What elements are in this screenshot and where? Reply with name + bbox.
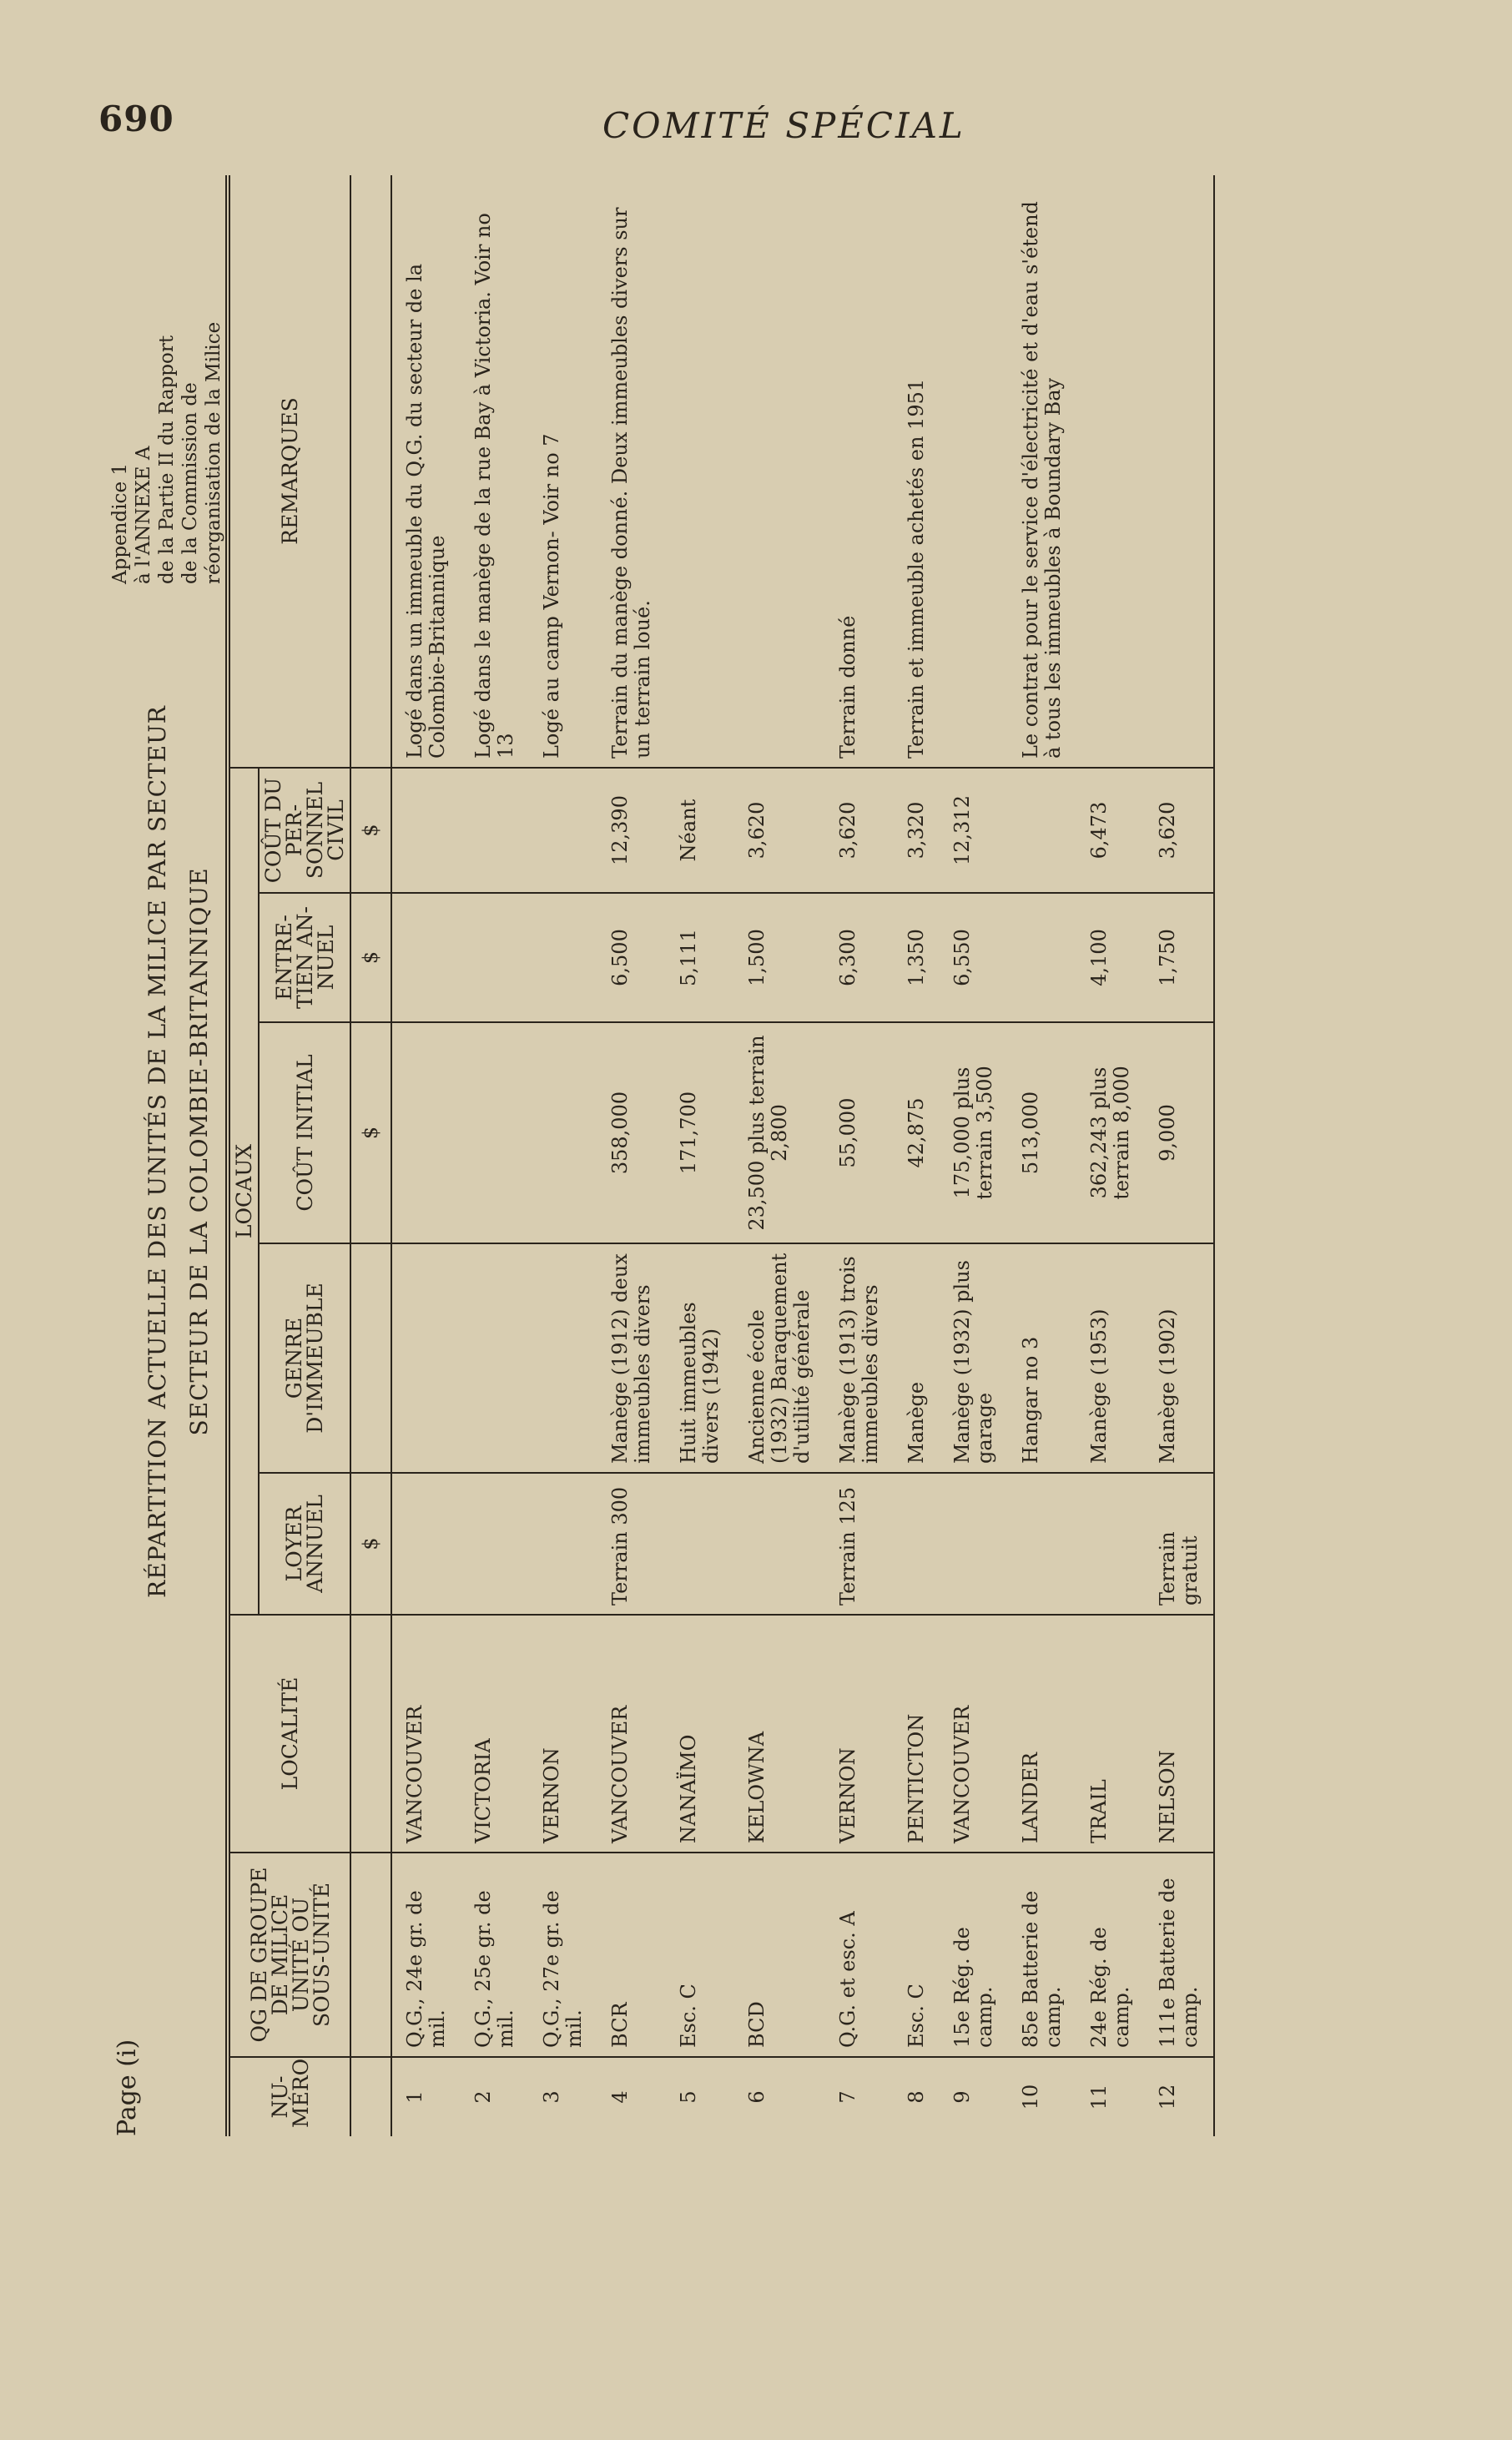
remarks [1145, 175, 1214, 768]
row-number: 4 [608, 2090, 632, 2104]
unit-name: Esc. C [666, 1853, 734, 2057]
building-type: Manège (1953) [1076, 1243, 1145, 1473]
building-type [391, 1243, 461, 1473]
table-row [391, 175, 461, 2136]
annual-rent: Terrain 300 [597, 1473, 666, 1615]
civil-staff-cost: Néant [666, 768, 734, 893]
table-row [734, 175, 825, 2136]
page-reference: Page (i) [113, 2039, 142, 2136]
header-loyer: LOYER ANNUEL [259, 1473, 350, 1615]
annual-rent [734, 1473, 825, 1615]
remarks [1076, 175, 1145, 768]
units-row [350, 175, 391, 2136]
table-title: RÉPARTITION ACTUELLE DES UNITÉS DE LA MILICE PAR SECTEUR [144, 705, 171, 1598]
row-number: 8 [905, 2090, 928, 2104]
running-title: COMITÉ SPÉCIAL [602, 105, 965, 146]
row-number: 3 [540, 2090, 563, 2104]
annual-rent [529, 1473, 597, 1615]
initial-cost: 358,000 [597, 1022, 666, 1243]
annual-rent [666, 1473, 734, 1615]
remarks: Logé dans le manège de la rue Bay à Victoria. Voir no 13 [461, 175, 529, 768]
annual-rent: Terrain 125 [825, 1473, 894, 1615]
remarks: Terrain donné [825, 175, 894, 768]
initial-cost [391, 1022, 461, 1243]
row-number: 1 [403, 2090, 426, 2104]
building-type: Ancienne école (1932) Baraquement d'utilité générale [734, 1243, 825, 1473]
annual-maintenance: 1,500 [734, 893, 825, 1022]
annual-maintenance: 6,550 [940, 893, 1008, 1022]
remarks: Le contrat pour le service d'électricité et d'eau s'étend à tous les immeubles à Boundary Bay [1008, 175, 1076, 768]
header-entretien: ENTRE-TIEN AN-NUEL [259, 893, 350, 1022]
remarks: Logé dans un immeuble du Q.G. du secteur de la Colombie-Britannique [391, 175, 461, 768]
unit-name: 85e Batterie de camp. [1008, 1853, 1076, 2057]
initial-cost: 23,500 plus terrain 2,800 [734, 1022, 825, 1243]
building-type: Manège (1902) [1145, 1243, 1214, 1473]
appendix-line: de la Partie II du Rapport [156, 335, 178, 584]
initial-cost: 42,875 [894, 1022, 940, 1243]
locality: VERNON [529, 1615, 597, 1853]
remarks: Terrain du manège donné. Deux immeubles divers sur un terrain loué. [597, 175, 666, 768]
table-row [894, 175, 940, 2136]
remarks: Terrain et immeuble achetés en 1951 [894, 175, 940, 768]
initial-cost: 171,700 [666, 1022, 734, 1243]
civil-staff-cost [461, 768, 529, 893]
header-cout-initial: COÛT INITIAL [259, 1022, 350, 1243]
table-row [597, 175, 666, 2136]
unit-name: 24e Rég. de camp. [1076, 1853, 1145, 2057]
unit-name: Q.G., 27e gr. de mil. [529, 1853, 597, 2057]
header-numero: NU-MÉRO [228, 2057, 350, 2136]
annual-maintenance [461, 893, 529, 1022]
annual-rent [461, 1473, 529, 1615]
annual-maintenance: 6,300 [825, 893, 894, 1022]
row-number: 11 [1087, 2084, 1111, 2110]
appendix-line: réorganisation de la Milice [203, 321, 224, 584]
appendix-line: à l'ANNEXE A [133, 446, 154, 584]
row-number: 10 [1019, 2084, 1042, 2110]
annual-rent [894, 1473, 940, 1615]
row-number: 5 [677, 2090, 700, 2104]
table-row [529, 175, 597, 2136]
remarks [734, 175, 825, 768]
building-type: Manège (1912) deux immeubles divers [597, 1243, 666, 1473]
locality: LANDER [1008, 1615, 1076, 1853]
unit-dollar: $ [350, 1022, 391, 1243]
row-number: 6 [745, 2090, 769, 2104]
row-number: 9 [950, 2090, 974, 2104]
building-type [461, 1243, 529, 1473]
unit-name: 111e Batterie de camp. [1145, 1853, 1214, 2057]
unit-name: Q.G., 24e gr. de mil. [391, 1853, 461, 2057]
initial-cost [529, 1022, 597, 1243]
initial-cost: 513,000 [1008, 1022, 1076, 1243]
header-cout-personnel: COÛT DU PER-SONNEL CIVIL [259, 768, 350, 893]
annual-maintenance: 1,750 [1145, 893, 1214, 1022]
annual-maintenance [391, 893, 461, 1022]
annual-rent [1076, 1473, 1145, 1615]
row-number: 2 [471, 2090, 495, 2104]
initial-cost [461, 1022, 529, 1243]
building-type: Manège (1913) trois immeubles divers [825, 1243, 894, 1473]
annual-maintenance [1008, 893, 1076, 1022]
locality: TRAIL [1076, 1615, 1145, 1853]
locality: KELOWNA [734, 1615, 825, 1853]
locality: VANCOUVER [940, 1615, 1008, 1853]
remarks: Logé au camp Vernon- Voir no 7 [529, 175, 597, 768]
table-row [940, 175, 1008, 2136]
locality: NANAÏMO [666, 1615, 734, 1853]
locality: VERNON [825, 1615, 894, 1853]
civil-staff-cost [529, 768, 597, 893]
building-type [529, 1243, 597, 1473]
annual-maintenance: 1,350 [894, 893, 940, 1022]
header-locaux: LOCAUX [228, 768, 259, 1615]
table-subtitle: SECTEUR DE LA COLOMBIE-BRITANNIQUE [185, 867, 213, 1436]
table-row [825, 175, 894, 2136]
initial-cost: 55,000 [825, 1022, 894, 1243]
annual-rent [940, 1473, 1008, 1615]
unit-dollar: $ [350, 1473, 391, 1615]
annual-rent [1008, 1473, 1076, 1615]
unit-dollar: $ [350, 768, 391, 893]
militia-table [225, 175, 1215, 2136]
header-genre: GENRE D'IMMEUBLE [259, 1243, 350, 1473]
unit-name: Q.G. et esc. A [825, 1853, 894, 2057]
annual-maintenance: 6,500 [597, 893, 666, 1022]
unit-name: 15e Rég. de camp. [940, 1853, 1008, 2057]
building-type: Manège (1932) plus garage [940, 1243, 1008, 1473]
locality: NELSON [1145, 1615, 1214, 1853]
table-row [1008, 175, 1076, 2136]
unit-dollar: $ [350, 893, 391, 1022]
annual-maintenance: 5,111 [666, 893, 734, 1022]
table-body [350, 175, 1214, 2136]
civil-staff-cost: 12,312 [940, 768, 1008, 893]
initial-cost: 9,000 [1145, 1022, 1214, 1243]
row-number: 7 [836, 2090, 859, 2104]
annual-rent [391, 1473, 461, 1615]
initial-cost: 362,243 plus terrain 8,000 [1076, 1022, 1145, 1243]
building-type: Huit immeubles divers (1942) [666, 1243, 734, 1473]
header-remarques: REMARQUES [228, 175, 350, 768]
header-unit: QG DE GROUPE DE MILICE UNITÉ OU SOUS-UNITÉ [228, 1853, 350, 2057]
annual-maintenance: 4,100 [1076, 893, 1145, 1022]
locality: VANCOUVER [597, 1615, 666, 1853]
remarks [666, 175, 734, 768]
civil-staff-cost: 3,620 [825, 768, 894, 893]
civil-staff-cost: 3,320 [894, 768, 940, 893]
appendix-note [108, 322, 225, 584]
locality: VICTORIA [461, 1615, 529, 1853]
civil-staff-cost: 6,473 [1076, 768, 1145, 893]
appendix-line: Appendice 1 [109, 463, 131, 584]
initial-cost: 175,000 plus terrain 3,500 [940, 1022, 1008, 1243]
locality: VANCOUVER [391, 1615, 461, 1853]
civil-staff-cost: 12,390 [597, 768, 666, 893]
header-localite: LOCALITÉ [228, 1615, 350, 1853]
civil-staff-cost: 3,620 [1145, 768, 1214, 893]
table-row [1076, 175, 1145, 2136]
unit-name: Q.G., 25e gr. de mil. [461, 1853, 529, 2057]
table-row [461, 175, 529, 2136]
rotated-table-block [108, 167, 1410, 2136]
civil-staff-cost [391, 768, 461, 893]
unit-name: BCR [597, 1853, 666, 2057]
row-number: 12 [1145, 2057, 1214, 2136]
annual-maintenance [529, 893, 597, 1022]
building-type: Manège [894, 1243, 940, 1473]
locality: PENTICTON [894, 1615, 940, 1853]
table-row [1145, 175, 1214, 2136]
unit-name: BCD [734, 1853, 825, 2057]
appendix-line: de la Commission de [179, 382, 201, 584]
building-type: Hangar no 3 [1008, 1243, 1076, 1473]
remarks [940, 175, 1008, 768]
unit-name: Esc. C [894, 1853, 940, 2057]
table-row [666, 175, 734, 2136]
annual-rent: Terrain gratuit [1145, 1473, 1214, 1615]
civil-staff-cost: 3,620 [734, 768, 825, 893]
civil-staff-cost [1008, 768, 1076, 893]
page-number: 690 [98, 98, 174, 139]
